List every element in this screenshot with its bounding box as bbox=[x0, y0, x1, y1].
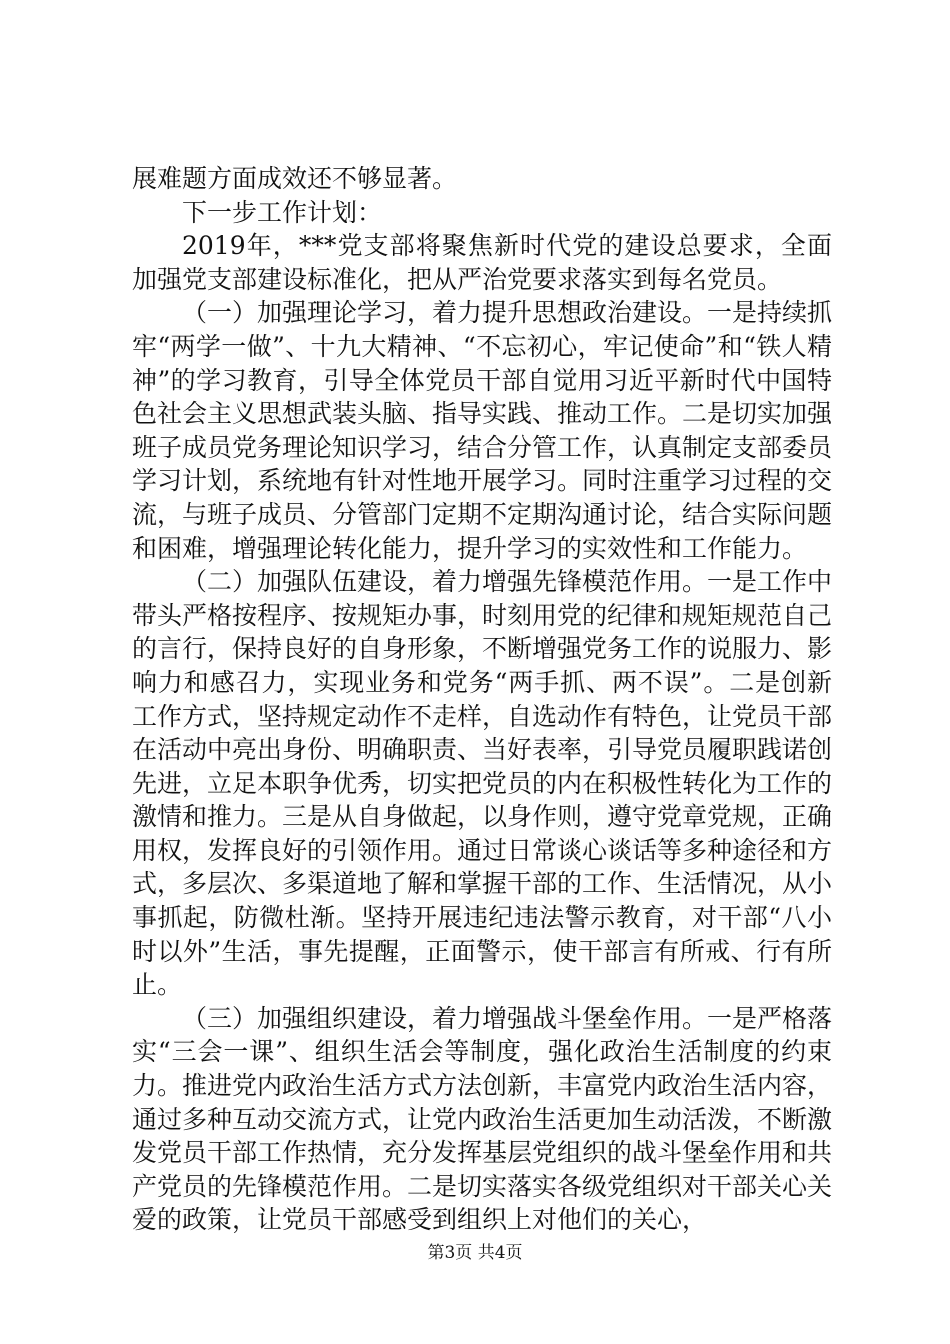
paragraph-team-building: （二）加强队伍建设，着力增强先锋模范作用。一是工作中带头严格按程序、按规矩办事，时刻用党的纪律和规矩规范自己的言行，保持良好的自身形象，不断增强党务工作的说服力、影响力和感召力，实现业务和党务“两手抓、两不误”。二是创新工作方式，坚持规定动作不走样，自选动作有特色，让党员干部在活动中亮出身份、明确职责、当好表率，引导党员履职践诺创先进，立足本职争优秀，切实把党员的内在积极性转化为工作的激情和推力。三是从自身做起，以身作则，遵守党章党规，正确用权，发挥良好的引领作用。通过日常谈心谈话等多种途径和方式，多层次、多渠道地了解和掌握干部的工作、生活情况，从小事抓起，防微杜渐。坚持开展违纪违法警示教育，对干部“八小时以外”生活，事先提醒，正面警示，使干部言有所戒、行有所止。 bbox=[132, 567, 833, 1000]
paragraph-continuation: 展难题方面成效还不够显著。 bbox=[132, 164, 458, 193]
paragraph-intro-2019: 2019年，***党支部将聚焦新时代党的建设总要求，全面加强党支部建设标准化，把从严治党要求落实到每名党员。 bbox=[132, 231, 832, 294]
page-number: 第3页 共4页 bbox=[427, 1243, 523, 1263]
section-heading-next-plan: 下一步工作计划： bbox=[182, 197, 383, 227]
paragraph-theory-study: （一）加强理论学习，着力提升思想政治建设。一是持续抓牢“两学一做”、十九大精神、“不忘初心，牢记使命”和“铁人精神”的学习教育，引导全体党员干部自觉用习近平新时代中国特色社会主义思想武装头脑、指导实践、推动工作。二是切实加强班子成员党务理论知识学习，结合分管工作，认真制定支部委员学习计划，系统地有针对性地开展学习。同时注重学习过程的交流，与班子成员、分管部门定期不定期沟通讨论，结合实际问题和困难，增强理论转化能力，提升学习的实效性和工作能力。 bbox=[132, 298, 833, 563]
page-footer bbox=[0, 1242, 950, 1264]
document-body bbox=[132, 162, 832, 1237]
paragraph-organization-building: （三）加强组织建设，着力增强战斗堡垒作用。一是严格落实“三会一课”、组织生活会等制度，强化政治生活制度的约束力。推进党内政治生活方式方法创新，丰富党内政治生活内容，通过多种互动交流方式，让党内政治生活更加生动活泼，不断激发党员干部工作热情，充分发挥基层党组织的战斗堡垒作用和共产党员的先锋模范作用。二是切实落实各级党组织对干部关心关爱的政策，让党员干部感受到组织上对他们的关心， bbox=[132, 1003, 833, 1235]
